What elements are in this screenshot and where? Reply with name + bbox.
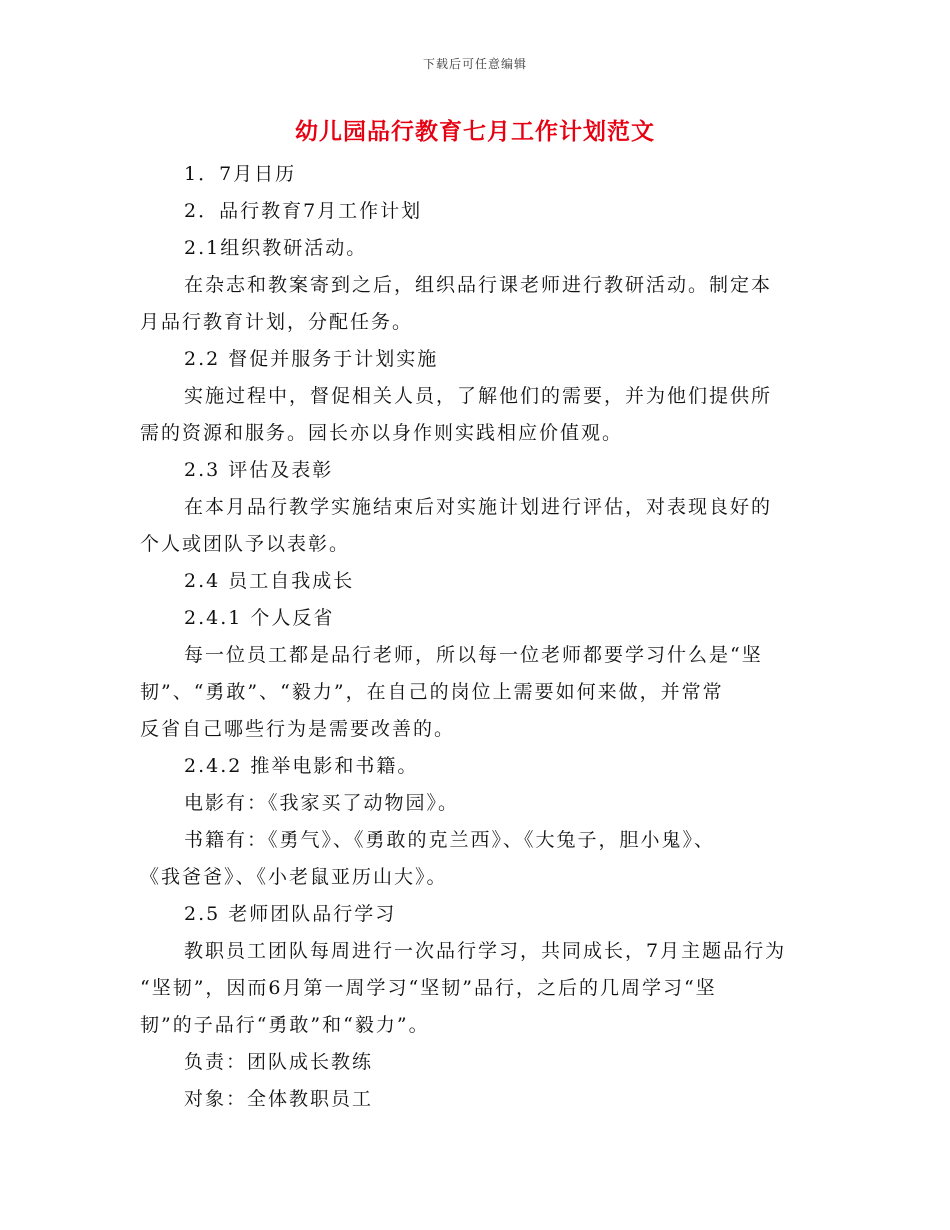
body-line: 负责：团队成长教练 <box>184 1051 374 1073</box>
body-line: 反省自己哪些行为是需要改善的。 <box>140 718 456 740</box>
body-line: 月品行教育计划，分配任务。 <box>140 311 414 333</box>
document-body <box>140 156 810 1118</box>
body-line: 书籍有：《勇气》、《勇敢的克兰西》、《大兔子，胆小鬼》、 <box>184 829 716 851</box>
body-line: 需的资源和服务。园长亦以身作则实践相应价值观。 <box>140 422 624 444</box>
body-line: 个人或团队予以表彰。 <box>140 533 351 555</box>
body-line: 每一位员工都是品行老师，所以每一位老师都要学习什么是“坚 <box>184 644 763 666</box>
body-line: 电影有：《我家买了动物园》。 <box>184 792 460 814</box>
body-line: 1．7月日历 <box>184 163 297 185</box>
header-note: 下载后可任意编辑 <box>422 57 527 71</box>
body-line: 2.4.1 个人反省 <box>184 607 335 629</box>
body-line: 2.3 评估及表彰 <box>184 459 334 481</box>
body-line: 2.1组织教研活动。 <box>184 237 368 259</box>
body-line: 实施过程中，督促相关人员，了解他们的需要，并为他们提供所 <box>184 385 773 407</box>
document-title: 幼儿园品行教育七月工作计划范文 <box>295 119 655 145</box>
body-line: “坚韧”，因而6月第一周学习“坚韧”品行，之后的几周学习“坚 <box>140 977 717 999</box>
body-line: 2.4.2 推举电影和书籍。 <box>184 755 419 777</box>
body-line: 在本月品行教学实施结束后对实施计划进行评估，对表现良好的 <box>184 496 773 518</box>
body-line: 韧”、“勇敢”、“毅力”，在自己的岗位上需要如何来做，并常常 <box>140 681 724 703</box>
body-line: 2．品行教育7月工作计划 <box>184 200 423 222</box>
body-line: 对象：全体教职员工 <box>184 1088 374 1110</box>
body-line: 韧”的子品行“勇敢”和“毅力”。 <box>140 1014 430 1036</box>
body-line: 2.4 员工自我成长 <box>184 570 355 592</box>
body-line: 2.5 老师团队品行学习 <box>184 903 397 925</box>
body-line: 教职员工团队每周进行一次品行学习，共同成长，7月主题品行为 <box>184 940 787 962</box>
body-line: 2.2 督促并服务于计划实施 <box>184 348 439 370</box>
body-line: 在杂志和教案寄到之后，组织品行课老师进行教研活动。制定本 <box>184 274 773 296</box>
body-line: 《我爸爸》、《小老鼠亚历山大》。 <box>140 866 448 888</box>
